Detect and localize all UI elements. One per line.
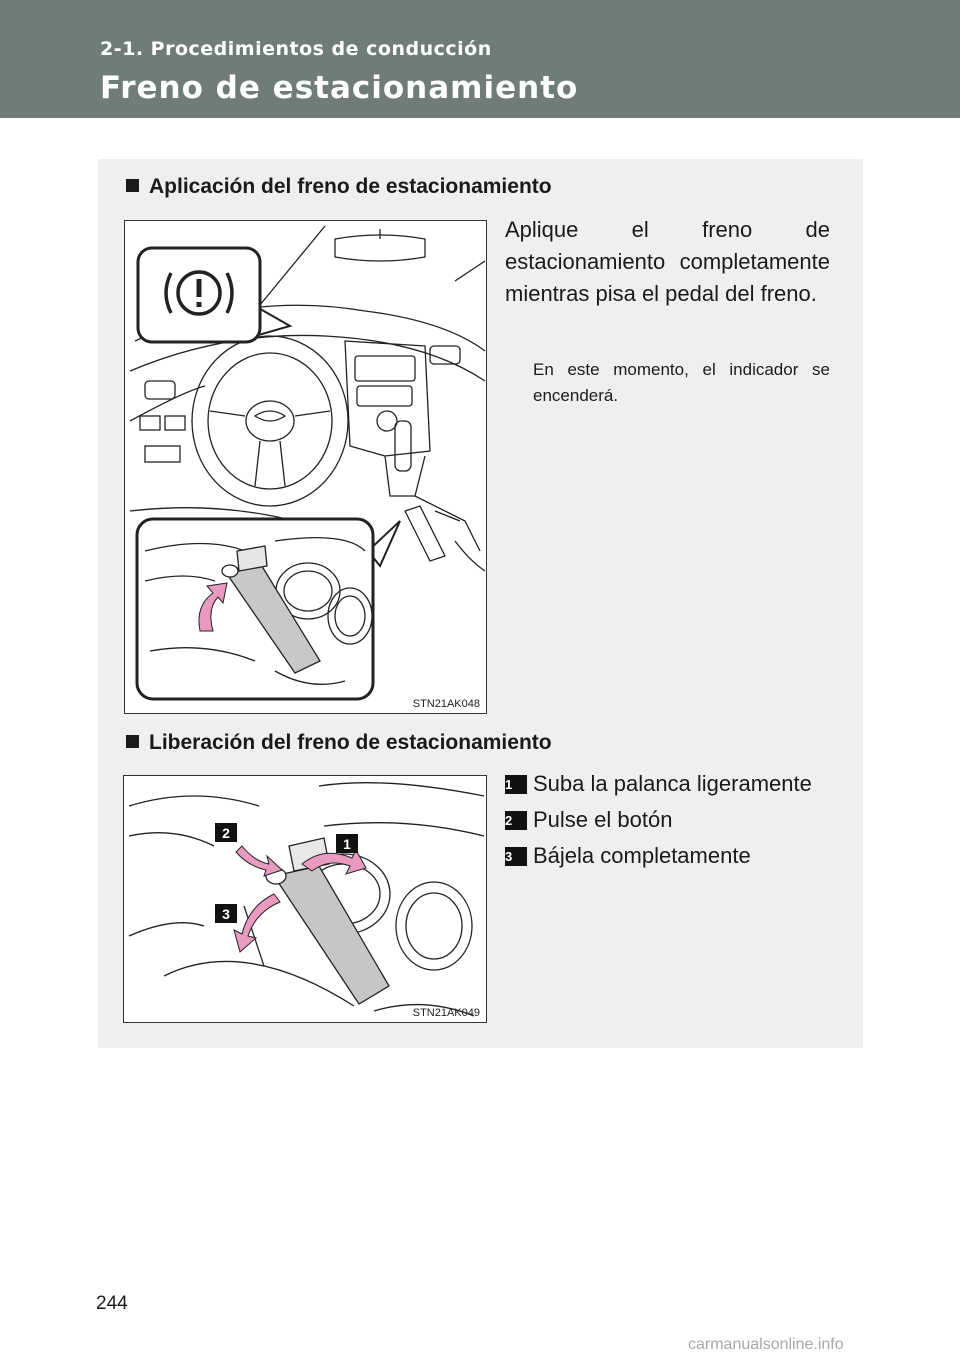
lever-illustration	[124, 776, 487, 1023]
page-title: Freno de estacionamiento	[100, 70, 579, 106]
apply-heading	[126, 175, 552, 199]
figure-release-brake	[123, 775, 487, 1023]
callout-1-label: 1	[343, 836, 351, 852]
step-item	[505, 840, 830, 872]
step-item	[505, 768, 830, 800]
step-number-badge: 2	[505, 811, 527, 830]
apply-note: En este momento, el indicador se encenderá.	[533, 360, 830, 405]
apply-heading-text: Aplicación del freno de estacionamiento	[149, 175, 552, 198]
release-heading-text: Liberación del freno de estacionamiento	[149, 731, 552, 754]
step-text: Bájela completamente	[533, 843, 751, 868]
apply-instruction-line1: Aplique el freno de	[505, 217, 830, 242]
release-steps	[505, 768, 830, 876]
callout-3-label: 3	[222, 906, 230, 922]
figure-apply-brake	[124, 220, 487, 714]
section-title: 2-1. Procedimientos de conducción	[100, 38, 492, 60]
step-text: Pulse el botón	[533, 807, 673, 832]
callout-2-label: 2	[222, 825, 230, 841]
step-number-badge: 1	[505, 775, 527, 794]
bullet-square-icon	[126, 735, 139, 748]
figure-code-release: STN21AK049	[412, 1007, 480, 1019]
step-item	[505, 804, 830, 836]
release-heading	[126, 731, 552, 755]
figure-code-apply: STN21AK048	[412, 698, 480, 710]
dashboard-illustration	[125, 221, 487, 714]
step-text: Suba la palanca ligeramente	[533, 771, 812, 796]
apply-instruction-rest: estacionamiento completamente mientras pisa el pedal del freno.	[505, 249, 830, 306]
page-number: 244	[96, 1293, 128, 1314]
watermark: carmanualsonline.info	[688, 1336, 844, 1353]
page-header	[0, 0, 960, 118]
bullet-square-icon	[126, 179, 139, 192]
apply-instruction	[505, 214, 830, 310]
step-number-badge: 3	[505, 847, 527, 866]
